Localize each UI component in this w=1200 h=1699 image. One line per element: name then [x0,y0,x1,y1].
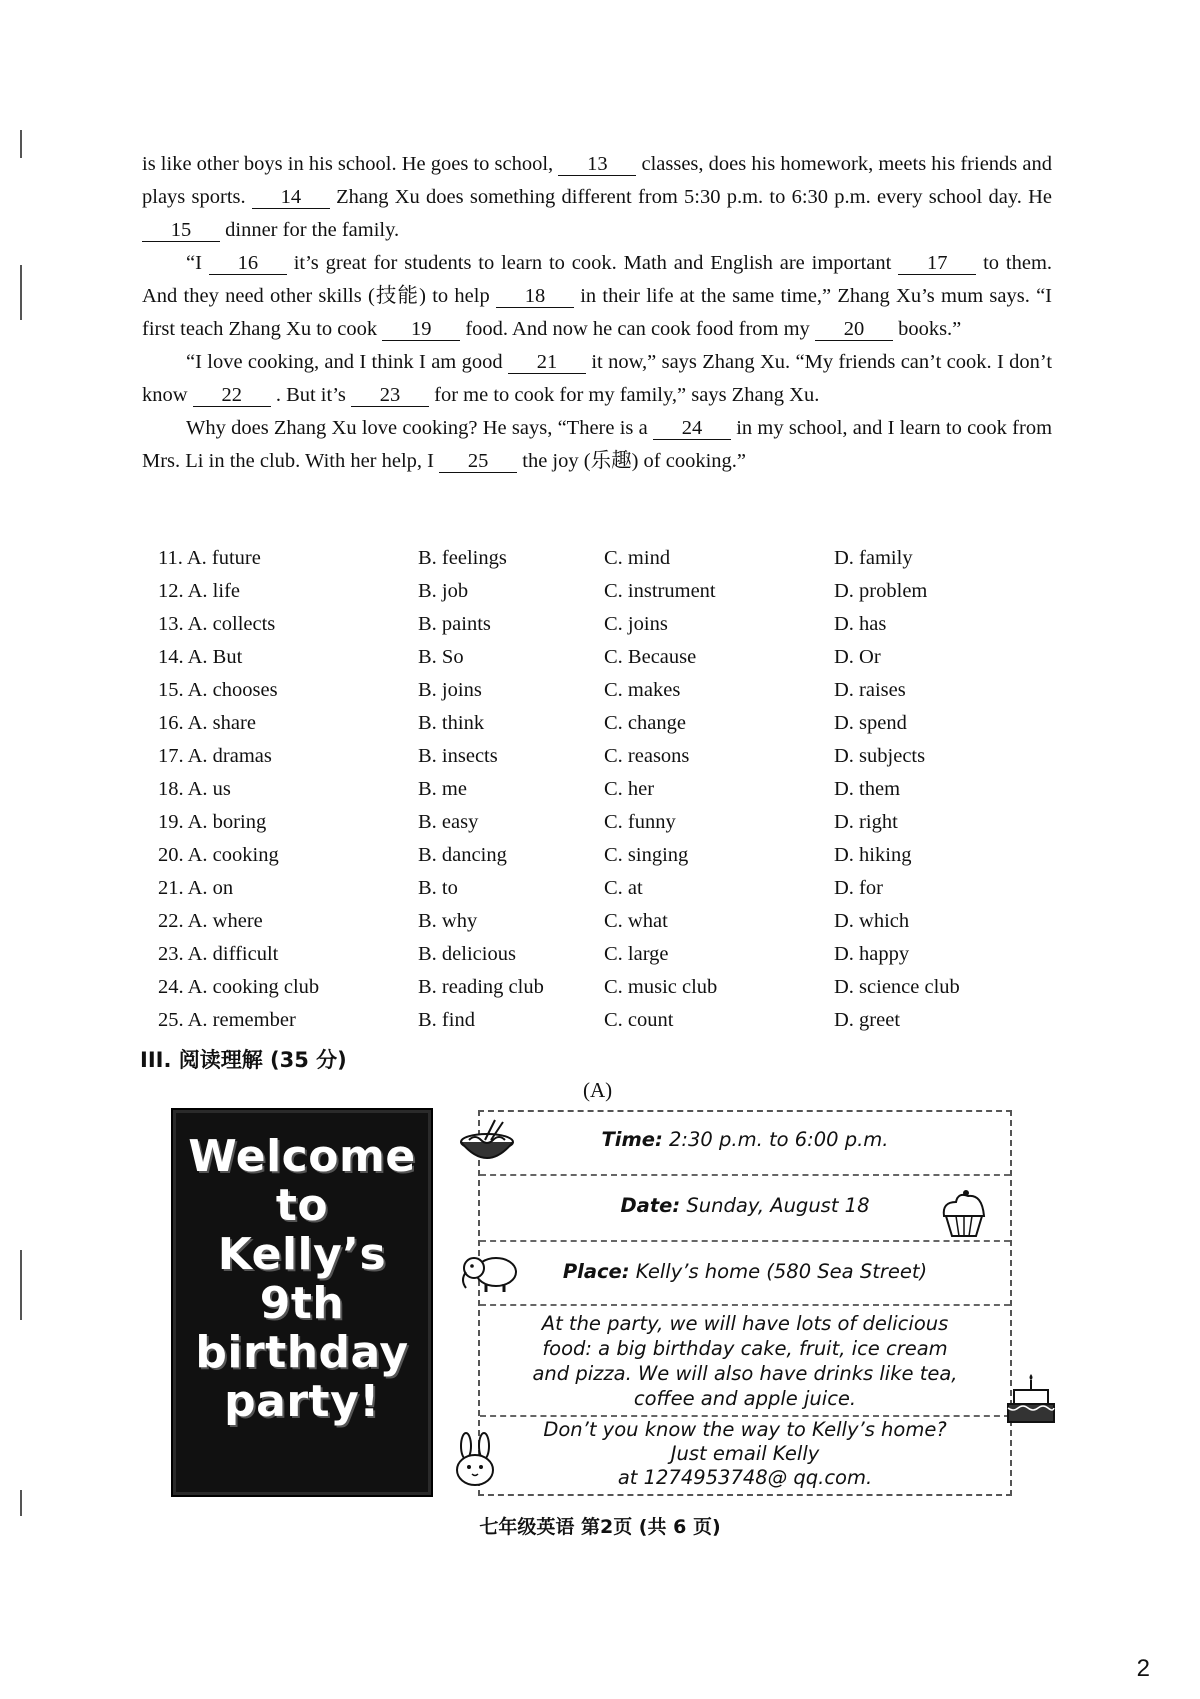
option-row [158,811,1058,844]
option-b: B. me [418,778,467,800]
passage-text: it now,” says Zhang Xu. “My friends can’t cook. I don’t know [142,351,1053,406]
poster-welcome-panel [171,1108,433,1497]
option-c: C. her [604,778,655,800]
option-a: 25. A. remember [158,1009,296,1031]
divider [480,1304,1010,1306]
option-row [158,877,1058,910]
section-title: III. 阅读理解 (35 分) [140,1048,347,1072]
binding-mark [20,130,22,158]
option-b: B. think [418,712,485,734]
option-d: D. Or [834,646,881,668]
cloze-passage [142,148,1052,478]
option-row [158,910,1058,943]
poster-title [173,1132,431,1426]
blank-23: 23 [351,384,429,407]
blank-16: 16 [209,252,287,275]
option-b: B. dancing [418,844,507,866]
option-c: C. instrument [604,580,716,602]
option-a: 17. A. dramas [158,745,272,767]
option-b: B. job [418,580,469,602]
passage-text: . But it’s [275,384,346,406]
passage-text: is like other boys in his school. He goes to school, [142,153,554,175]
divider [480,1415,1010,1417]
option-a: 12. A. life [158,580,240,602]
email-line: Don’t you know the way to Kelly’s home? [543,1418,947,1441]
poster-food [480,1311,1010,1411]
food-line: coffee and apple juice. [633,1387,857,1410]
blank-15: 15 [142,219,220,242]
option-a: 22. A. where [158,910,263,932]
option-row [158,547,1058,580]
passage-text: “I [186,252,202,274]
option-b: B. to [418,877,458,899]
blank-17: 17 [898,252,976,275]
option-b: B. delicious [418,943,516,965]
option-d: D. hiking [834,844,912,866]
option-a: 24. A. cooking club [158,976,320,998]
option-c: C. large [604,943,669,965]
poster-time [480,1128,1010,1151]
date-value: Sunday, August 18 [686,1194,870,1217]
passage-text: classes, does his homework, meets his friends and plays sports. [142,153,1053,208]
blank-20: 20 [815,318,893,341]
binding-mark [20,265,22,320]
option-c: C. music club [604,976,718,998]
option-row [158,778,1058,811]
birthday-cake-icon [1002,1372,1060,1428]
email-line: at 1274953748@ qq.com. [617,1466,873,1489]
option-a: 19. A. boring [158,811,267,833]
binding-mark [20,1250,22,1320]
option-b: B. why [418,910,478,932]
passage-text: food. And now he can cook food from my [465,318,810,340]
passage-text: Why does Zhang Xu love cooking? He says, “There is a [186,417,648,439]
blank-24: 24 [653,417,731,440]
place-label: Place: [562,1260,630,1283]
passage-paragraph-3 [142,346,1052,412]
passage-text: “I love cooking, and I think I am good [186,351,503,373]
option-a: 23. A. difficult [158,943,279,965]
option-a: 16. A. share [158,712,256,734]
option-d: D. for [834,877,883,899]
passage-text: to them. And they need other skills (技能) to help [142,252,1053,307]
poster-title-line: birthday [195,1327,409,1378]
option-d: D. science club [834,976,960,998]
poster-title-line: Kelly’s [217,1229,387,1280]
blank-22: 22 [193,384,271,407]
option-a: 14. A. But [158,646,243,668]
passage-text: in my school, and I learn to cook from Mrs. Li in the club. With her help, I [142,417,1053,472]
option-row [158,844,1058,877]
passage-text: Zhang Xu does something different from 5:30 p.m. to 6:30 p.m. every school day. He [336,186,1053,208]
passage-text: books.” [898,318,962,340]
divider [480,1174,1010,1176]
poster-title-line: to [275,1180,329,1231]
option-d: D. happy [834,943,910,965]
option-row [158,745,1058,778]
option-d: D. which [834,910,910,932]
option-d: D. raises [834,679,906,701]
option-b: B. joins [418,679,482,701]
option-d: D. problem [834,580,928,602]
blank-25: 25 [439,450,517,473]
passage-text: in their life at the same time,” Zhang Xu’s mum says. “I first teach Zhang Xu to cook [142,285,1052,340]
option-d: D. has [834,613,887,635]
divider [480,1240,1010,1242]
passage-paragraph-1 [142,148,1052,247]
passage-paragraph-2 [142,247,1052,346]
option-row [158,679,1058,712]
option-d: D. them [834,778,901,800]
option-b: B. insects [418,745,498,767]
passage-label: (A) [583,1078,613,1102]
option-c: C. joins [604,613,668,635]
passage-text: dinner for the family. [225,219,400,241]
option-row [158,976,1058,1009]
poster-title-line: 9th [259,1278,345,1329]
option-d: D. greet [834,1009,901,1031]
option-d: D. subjects [834,745,926,767]
time-label: Time: [601,1128,663,1151]
passage-paragraph-4 [142,412,1052,478]
elephant-icon [458,1250,522,1296]
bunny-icon [446,1432,506,1490]
option-d: D. spend [834,712,907,734]
option-c: C. reasons [604,745,690,767]
page-number: 2 [1136,1655,1150,1682]
date-label: Date: [620,1194,681,1217]
poster-title-line: party! [224,1376,380,1427]
blank-18: 18 [496,285,574,308]
option-c: C. count [604,1009,674,1031]
passage-text: it’s great for students to learn to cook. Math and English are important [293,252,892,274]
page-footer: 七年级英语 第2页 (共 6 页) [479,1516,721,1538]
option-row [158,1009,1058,1042]
blank-14: 14 [252,186,330,209]
poster-title-line: Welcome [188,1131,416,1182]
food-line: and pizza. We will also have drinks like tea, [532,1362,958,1385]
option-row [158,943,1058,976]
answer-options [158,547,1058,1042]
option-a: 20. A. cooking [158,844,279,866]
option-c: C. singing [604,844,689,866]
poster-email [480,1418,1010,1490]
option-c: C. mind [604,547,671,569]
option-a: 11. A. future [158,547,261,569]
place-value: Kelly’s home (580 Sea Street) [635,1260,928,1283]
option-a: 21. A. on [158,877,234,899]
poster-info-panel [478,1110,1012,1496]
option-c: C. at [604,877,643,899]
option-b: B. feelings [418,547,507,569]
food-line: At the party, we will have lots of delicious [541,1312,949,1335]
option-c: C. what [604,910,668,932]
poster-date [480,1194,1010,1217]
option-c: C. funny [604,811,676,833]
option-b: B. find [418,1009,475,1031]
option-row [158,646,1058,679]
option-d: D. right [834,811,898,833]
passage-text: for me to cook for my family,” says Zhang Xu. [434,384,820,406]
option-b: B. easy [418,811,479,833]
blank-21: 21 [508,351,586,374]
poster-place [480,1260,1010,1283]
option-a: 15. A. chooses [158,679,278,701]
passage-text: the joy (乐趣) of cooking.” [522,450,747,472]
option-b: B. paints [418,613,491,635]
blank-19: 19 [382,318,460,341]
option-row [158,613,1058,646]
option-b: B. So [418,646,464,668]
option-c: C. makes [604,679,681,701]
option-a: 13. A. collects [158,613,276,635]
cupcake-icon [936,1188,992,1240]
option-d: D. family [834,547,913,569]
option-c: C. change [604,712,686,734]
option-row [158,712,1058,745]
email-line: Just email Kelly [670,1442,820,1465]
noodle-bowl-icon [455,1118,519,1172]
option-b: B. reading club [418,976,544,998]
time-value: 2:30 p.m. to 6:00 p.m. [669,1128,889,1151]
blank-13: 13 [558,153,636,176]
option-a: 18. A. us [158,778,231,800]
option-c: C. Because [604,646,697,668]
option-row [158,580,1058,613]
food-line: food: a big birthday cake, fruit, ice cream [542,1337,948,1360]
